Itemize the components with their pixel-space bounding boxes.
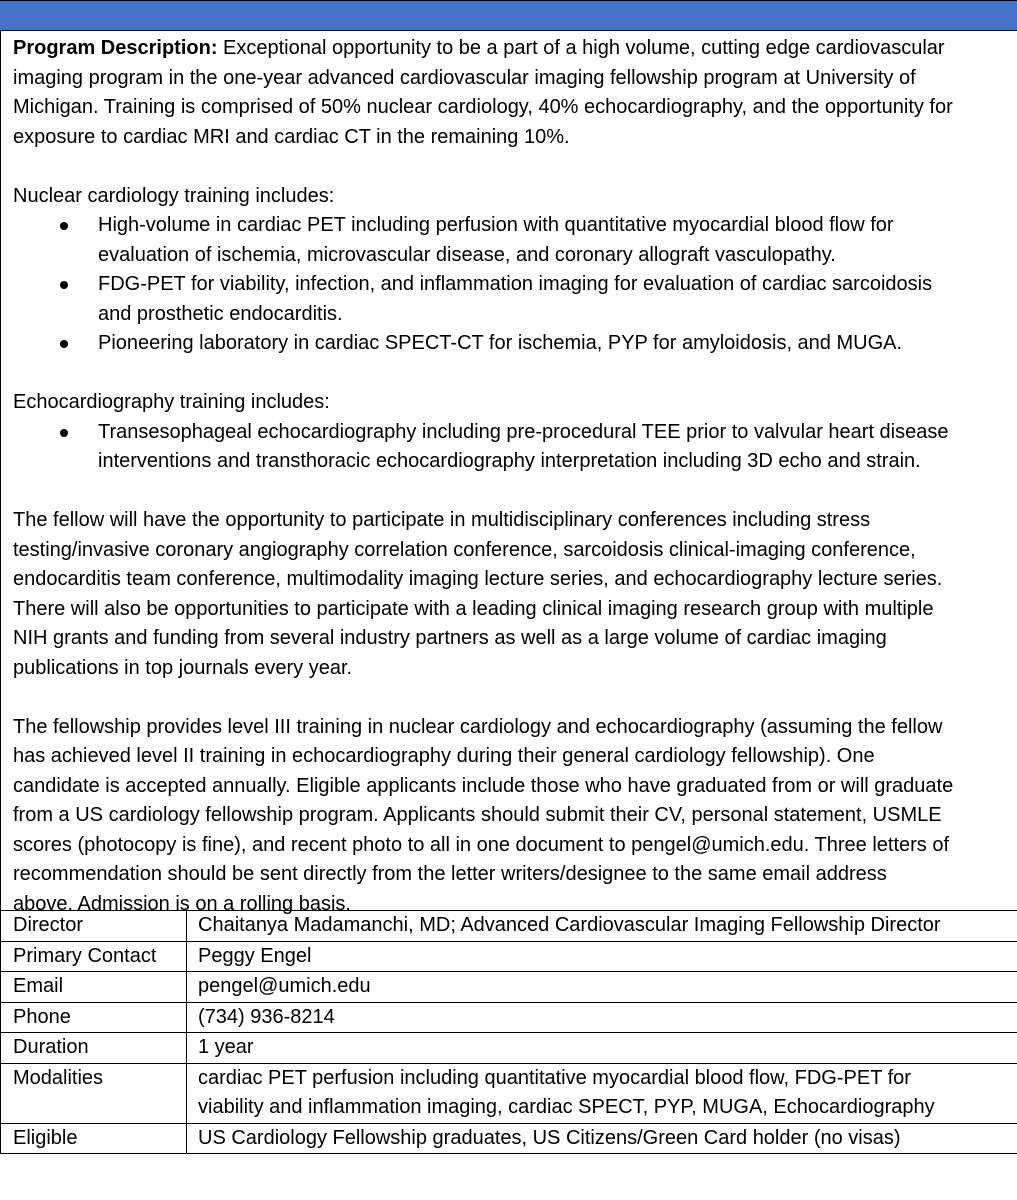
bullet-icon <box>60 222 68 230</box>
list-item: Pioneering laboratory in cardiac SPECT-CT for ischemia, PYP for amyloidosis, and MUGA. <box>13 329 1017 359</box>
table-label: Duration <box>1 1033 187 1064</box>
list-item: Transesophageal echocardiography including pre-procedural TEE prior to valvular heart disease interventions and transthoracic echocardiography interpretation including 3D echo and strain. <box>13 418 1017 477</box>
table-row-phone <box>1 1002 1017 1033</box>
table-value: US Cardiology Fellowship graduates, US Citizens/Green Card holder (no visas) <box>187 1123 1017 1154</box>
table-row-duration <box>1 1033 1017 1064</box>
table-value: 1 year <box>187 1033 1017 1064</box>
nuclear-training-list <box>13 211 1017 359</box>
table-label: Modalities <box>1 1063 187 1123</box>
table-label: Primary Contact <box>1 941 187 972</box>
table-value: Peggy Engel <box>187 941 1017 972</box>
program-description-label: Program Description: <box>13 37 218 59</box>
fellowship-paragraph: The fellowship provides level III training in nuclear cardiology and echocardiography (assuming the fellow has achieved level II training in echocardiography during their general cardiology fellowship). One candidate is accepted annually. Eligible applicants include those who have graduated from or will graduate from a US cardiology fellowship program. Applicants should submit their CV, personal statement, USMLE scores (photocopy is fine), and recent photo to all in one document to pengel@umich.edu. Three letters of recommendation should be sent directly from the letter writers/designee to the same email address above. Admission is on a rolling basis. <box>13 715 954 915</box>
program-description-box <box>0 31 1017 915</box>
program-description-intro: Program Description: Exceptional opportunity to be a part of a high volume, cutting edge cardiovascular imaging program in the one-year advanced cardiovascular imaging fellowship program at University of Michigan. Training is comprised of 50% nuclear cardiology, 40% echocardiography, and the opportunity for exposure to cardiac MRI and cardiac CT in the remaining 10%. <box>13 37 953 148</box>
list-item: High-volume in cardiac PET including perfusion with quantitative myocardial blood flow for evaluation of ischemia, microvascular disease, and coronary allograft vasculopathy. <box>13 211 1017 270</box>
table-row-modalities <box>1 1063 1017 1123</box>
echo-training-list <box>13 418 1017 477</box>
table-value: cardiac PET perfusion including quantitative myocardial blood flow, FDG-PET for viability and inflammation imaging, cardiac SPECT, PYP, MUGA, Echocardiography <box>187 1063 1017 1123</box>
bullet-icon <box>60 429 68 437</box>
fellowship-info-table <box>0 910 1017 1154</box>
table-row-email <box>1 972 1017 1003</box>
nuclear-heading: Nuclear cardiology training includes: <box>13 184 335 207</box>
table-value: pengel@umich.edu <box>187 972 1017 1003</box>
bullet-icon <box>60 340 68 348</box>
conferences-paragraph: The fellow will have the opportunity to participate in multidisciplinary conferences including stress testing/invasive coronary angiography correlation conference, sarcoidosis clinical-imaging conference, endocarditis team conference, multimodality imaging lecture series, and echocardiography lecture series. There will also be opportunities to participate with a leading clinical imaging research group with multiple NIH grants and funding from several industry partners as well as a large volume of cardiac imaging publications in top journals every year. <box>13 509 943 679</box>
table-row-primary-contact <box>1 941 1017 972</box>
header-bar <box>0 0 1017 31</box>
table-value: (734) 936-8214 <box>187 1002 1017 1033</box>
echo-heading: Echocardiography training includes: <box>13 391 330 413</box>
table-row-director <box>1 911 1017 942</box>
table-row-eligible <box>1 1123 1017 1154</box>
bullet-icon <box>60 281 68 289</box>
table-value: Chaitanya Madamanchi, MD; Advanced Cardiovascular Imaging Fellowship Director <box>187 911 1017 942</box>
table-label: Phone <box>1 1002 187 1033</box>
table-label: Email <box>1 972 187 1003</box>
table-label: Director <box>1 911 187 942</box>
table-label: Eligible <box>1 1123 187 1154</box>
list-item: FDG-PET for viability, infection, and inflammation imaging for evaluation of cardiac sarcoidosis and prosthetic endocarditis. <box>13 270 1017 329</box>
